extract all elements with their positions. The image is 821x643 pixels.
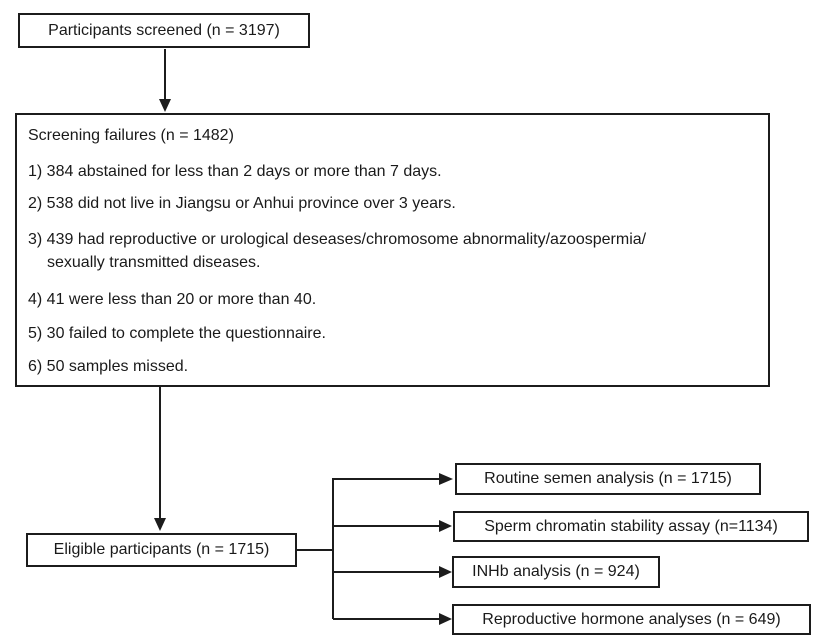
arrow-branch-inhb <box>333 566 452 578</box>
inhb-analysis-box: INHb analysis (n = 924) <box>452 556 660 588</box>
arrow-branch-sperm-chromatin <box>333 520 452 532</box>
failure-item-3: 3) 439 had reproductive or urological deseases/chromosome abnormality/azoospermia/ <box>28 231 647 248</box>
failure-item-4: 4) 41 were less than 20 or more than 40. <box>28 291 317 308</box>
eligible-participants-box: Eligible participants (n = 1715) <box>26 533 297 567</box>
arrow-branch-routine-semen <box>332 473 453 485</box>
failure-item-6: 6) 50 samples missed. <box>28 358 189 375</box>
arrow-screened-to-failures <box>159 49 171 112</box>
sperm-chromatin-stability-box: Sperm chromatin stability assay (n=1134) <box>453 511 809 542</box>
failure-item-5: 5) 30 failed to complete the questionnaire. <box>28 325 326 342</box>
screening-failures-box <box>15 113 770 387</box>
arrow-branch-reproductive-hormone <box>333 613 452 625</box>
reproductive-hormone-analyses-box: Reproductive hormone analyses (n = 649) <box>452 604 811 635</box>
screening-failures-title: Screening failures (n = 1482) <box>28 127 234 144</box>
routine-semen-analysis-box: Routine semen analysis (n = 1715) <box>455 463 761 495</box>
arrow-failures-to-eligible <box>154 386 166 531</box>
participants-screened-box: Participants screened (n = 3197) <box>18 13 310 48</box>
failure-item-3-wrap: sexually transmitted diseases. <box>47 254 261 271</box>
failure-item-1: 1) 384 abstained for less than 2 days or more than 7 days. <box>28 163 442 180</box>
failure-item-2: 2) 538 did not live in Jiangsu or Anhui province over 3 years. <box>28 195 456 212</box>
